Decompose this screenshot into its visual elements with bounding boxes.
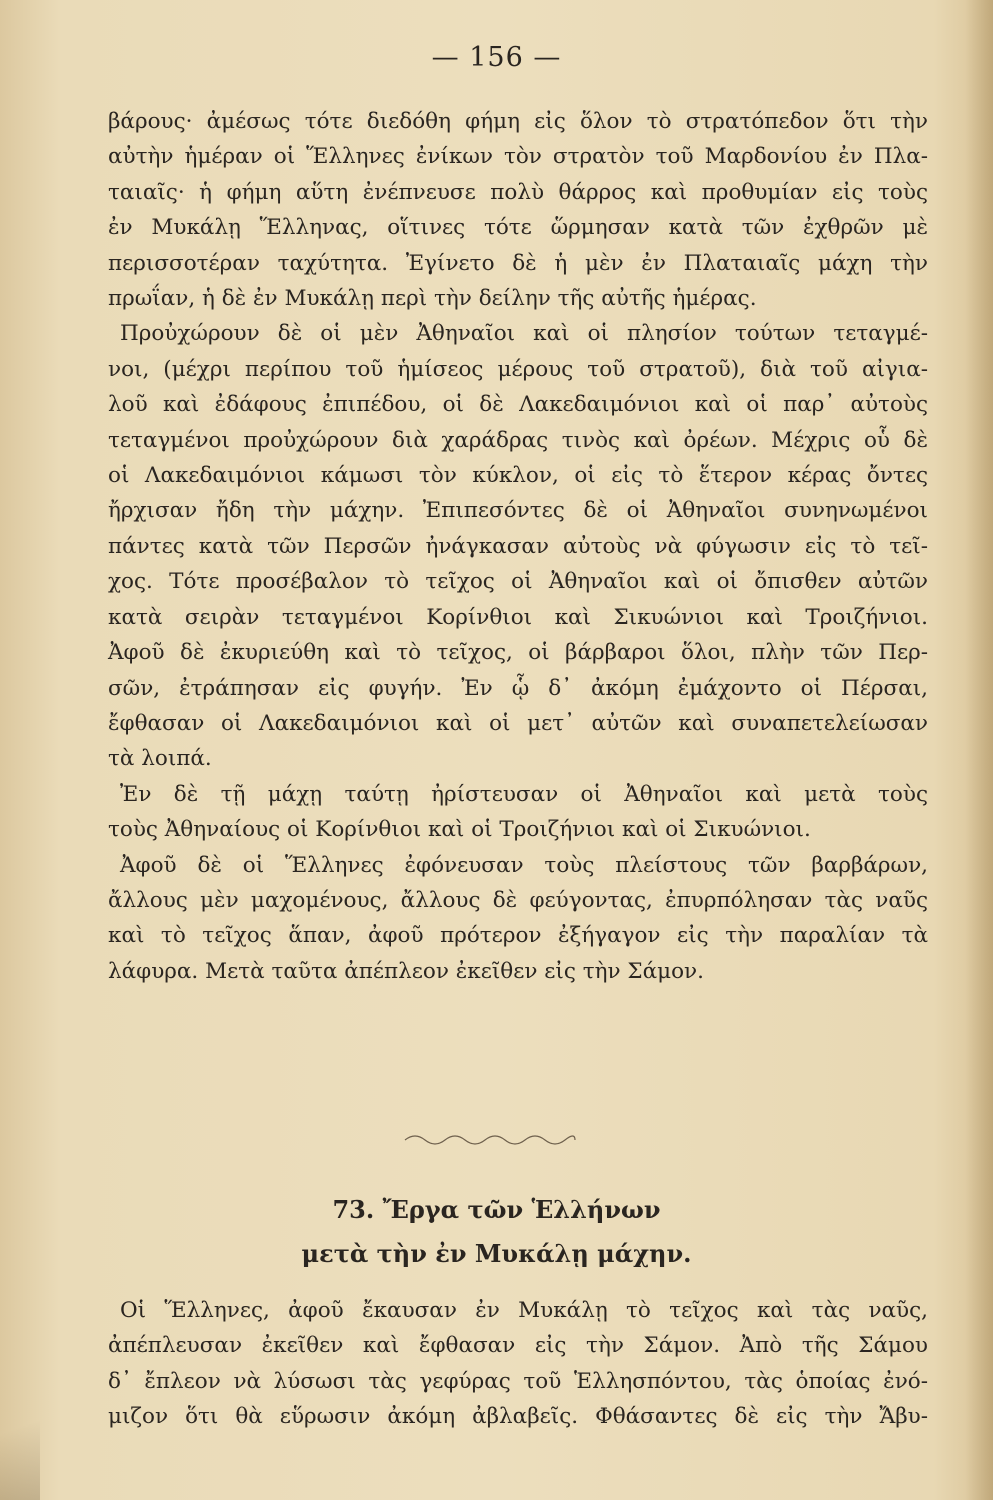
text-line: σῶν, ἐτράπησαν εἰς φυγήν. Ἐν ᾧ δ᾽ ἀκόμη ἐμάχοντο οἱ Πέρσαι, (108, 675, 928, 701)
text-line: ἐν Μυκάλῃ Ἕλληνας, οἵτινες τότε ὥρμησαν κατὰ τῶν ἐχθρῶν μὲ (108, 215, 928, 241)
text-line: τοὺς Ἀθηναίους οἱ Κορίνθιοι καὶ οἱ Τροιζήνιοι καὶ οἱ Σικυώνιοι. (108, 817, 811, 843)
text-line: πάντες κατὰ τῶν Περσῶν ἠνάγκασαν αὐτοὺς νὰ φύγωσιν εἰς τὸ τεῖ- (108, 533, 928, 559)
text-line: τὰ λοιπά. (108, 746, 212, 772)
text-line: καὶ τὸ τεῖχος ἅπαν, ἀφοῦ πρότερον ἐξήγαγον εἰς τὴν παραλίαν τὰ (108, 923, 928, 949)
text-line: ἤρχισαν ἤδη τὴν μάχην. Ἐπιπεσόντες δὲ οἱ Ἀθηναῖοι συνηνωμένοι (108, 498, 928, 524)
text-line: πρωΐαν, ἡ δὲ ἐν Μυκάλῃ περὶ τὴν δείλην τῆς αὐτῆς ἡμέρας. (108, 286, 757, 312)
section-subtitle-line: μετὰ τὴν ἐν Μυκάλῃ μάχην. (301, 1239, 692, 1268)
text-line: ἀπέπλευσαν ἐκεῖθεν καὶ ἔφθασαν εἰς τὴν Σάμον. Ἀπὸ τῆς Σάμου (108, 1333, 928, 1359)
page-number: — 156 — (431, 42, 562, 73)
section-title-line: 73. Ἔργα τῶν Ἑλλήνων (332, 1195, 661, 1224)
text-line: ταιαῖς· ἡ φήμη αὕτη ἐνέπνευσε πολὺ θάρρος καὶ προθυμίαν εἰς τοὺς (108, 179, 928, 205)
section-heading (0, 1188, 993, 1276)
ornamental-divider (400, 1120, 580, 1150)
text-line: βάρους· ἀμέσως τότε διεδόθη φήμη εἰς ὅλον τὸ στρατόπεδον ὅτι τὴν (108, 109, 928, 134)
text-line: νοι, (μέχρι περίπου τοῦ ἡμίσεος μέρους τοῦ στρατοῦ), διὰ τοῦ αἰγια- (108, 356, 928, 382)
page-corner-shadow (0, 1380, 40, 1500)
text-line: Ἀφοῦ δὲ ἐκυριεύθη καὶ τὸ τεῖχος, οἱ βάρβαροι ὅλοι, πλὴν τῶν Περ- (108, 640, 928, 666)
text-line: Ἀφοῦ δὲ οἱ Ἕλληνες ἐφόνευσαν τοὺς πλείστους τῶν βαρβάρων, (120, 852, 928, 878)
text-line: ἔφθασαν οἱ Λακεδαιμόνιοι καὶ οἱ μετ᾽ αὐτῶν καὶ συναπετελείωσαν (108, 710, 928, 736)
text-line: περισσοτέραν ταχύτητα. Ἐγίνετο δὲ ἡ μὲν ἐν Πλαταιαῖς μάχη τὴν (108, 250, 928, 276)
text-line: κατὰ σειρὰν τεταγμένοι Κορίνθιοι καὶ Σικυώνιοι καὶ Τροιζήνιοι. (108, 604, 928, 630)
text-line: τεταγμένοι προὐχώρουν διὰ χαράδρας τινὸς καὶ ὀρέων. Μέχρις οὗ δὲ (108, 427, 928, 453)
text-line: Προὐχώρουν δὲ οἱ μὲν Ἀθηναῖοι καὶ οἱ πλησίον τούτων τεταγμέ- (120, 321, 928, 347)
text-line: λοῦ καὶ ἐδάφους ἐπιπέδου, οἱ δὲ Λακεδαιμόνιοι καὶ οἱ παρ᾽ αὐτοὺς (108, 392, 928, 418)
text-line: Οἱ Ἕλληνες, ἀφοῦ ἔκαυσαν ἐν Μυκάλῃ τὸ τεῖχος καὶ τὰς ναῦς, (120, 1298, 928, 1323)
text-line: μιζον ὅτι θὰ εὕρωσιν ἀκόμη ἀβλαβεῖς. Φθάσαντες δὲ εἰς τὴν Ἄβυ- (108, 1404, 928, 1430)
text-line: χος. Τότε προσέβαλον τὸ τεῖχος οἱ Ἀθηναῖοι καὶ οἱ ὄπισθεν αὐτῶν (108, 569, 928, 595)
text-line: δ᾽ ἔπλεον νὰ λύσωσι τὰς γεφύρας τοῦ Ἑλλησπόντου, τὰς ὁποίας ἐνό- (108, 1368, 928, 1394)
text-line: Ἐν δὲ τῇ μάχῃ ταύτῃ ἠρίστευσαν οἱ Ἀθηναῖοι καὶ μετὰ τοὺς (120, 781, 928, 807)
text-line: οἱ Λακεδαιμόνιοι κάμωσι τὸν κύκλον, οἱ εἰς τὸ ἕτερον κέρας ὄντες (108, 463, 928, 489)
text-line: αὐτὴν ἡμέραν οἱ Ἕλληνες ἐνίκων τὸν στρατὸν τοῦ Μαρδονίου ἐν Πλα- (108, 144, 928, 170)
body-text-lower (108, 1293, 928, 1435)
body-text-upper (108, 104, 928, 989)
text-line: ἄλλους μὲν μαχομένους, ἄλλους δὲ φεύγοντας, ἐπυρπόλησαν τὰς ναῦς (108, 887, 928, 913)
text-line: λάφυρα. Μετὰ ταῦτα ἀπέπλεον ἐκεῖθεν εἰς τὴν Σάμον. (108, 958, 704, 984)
